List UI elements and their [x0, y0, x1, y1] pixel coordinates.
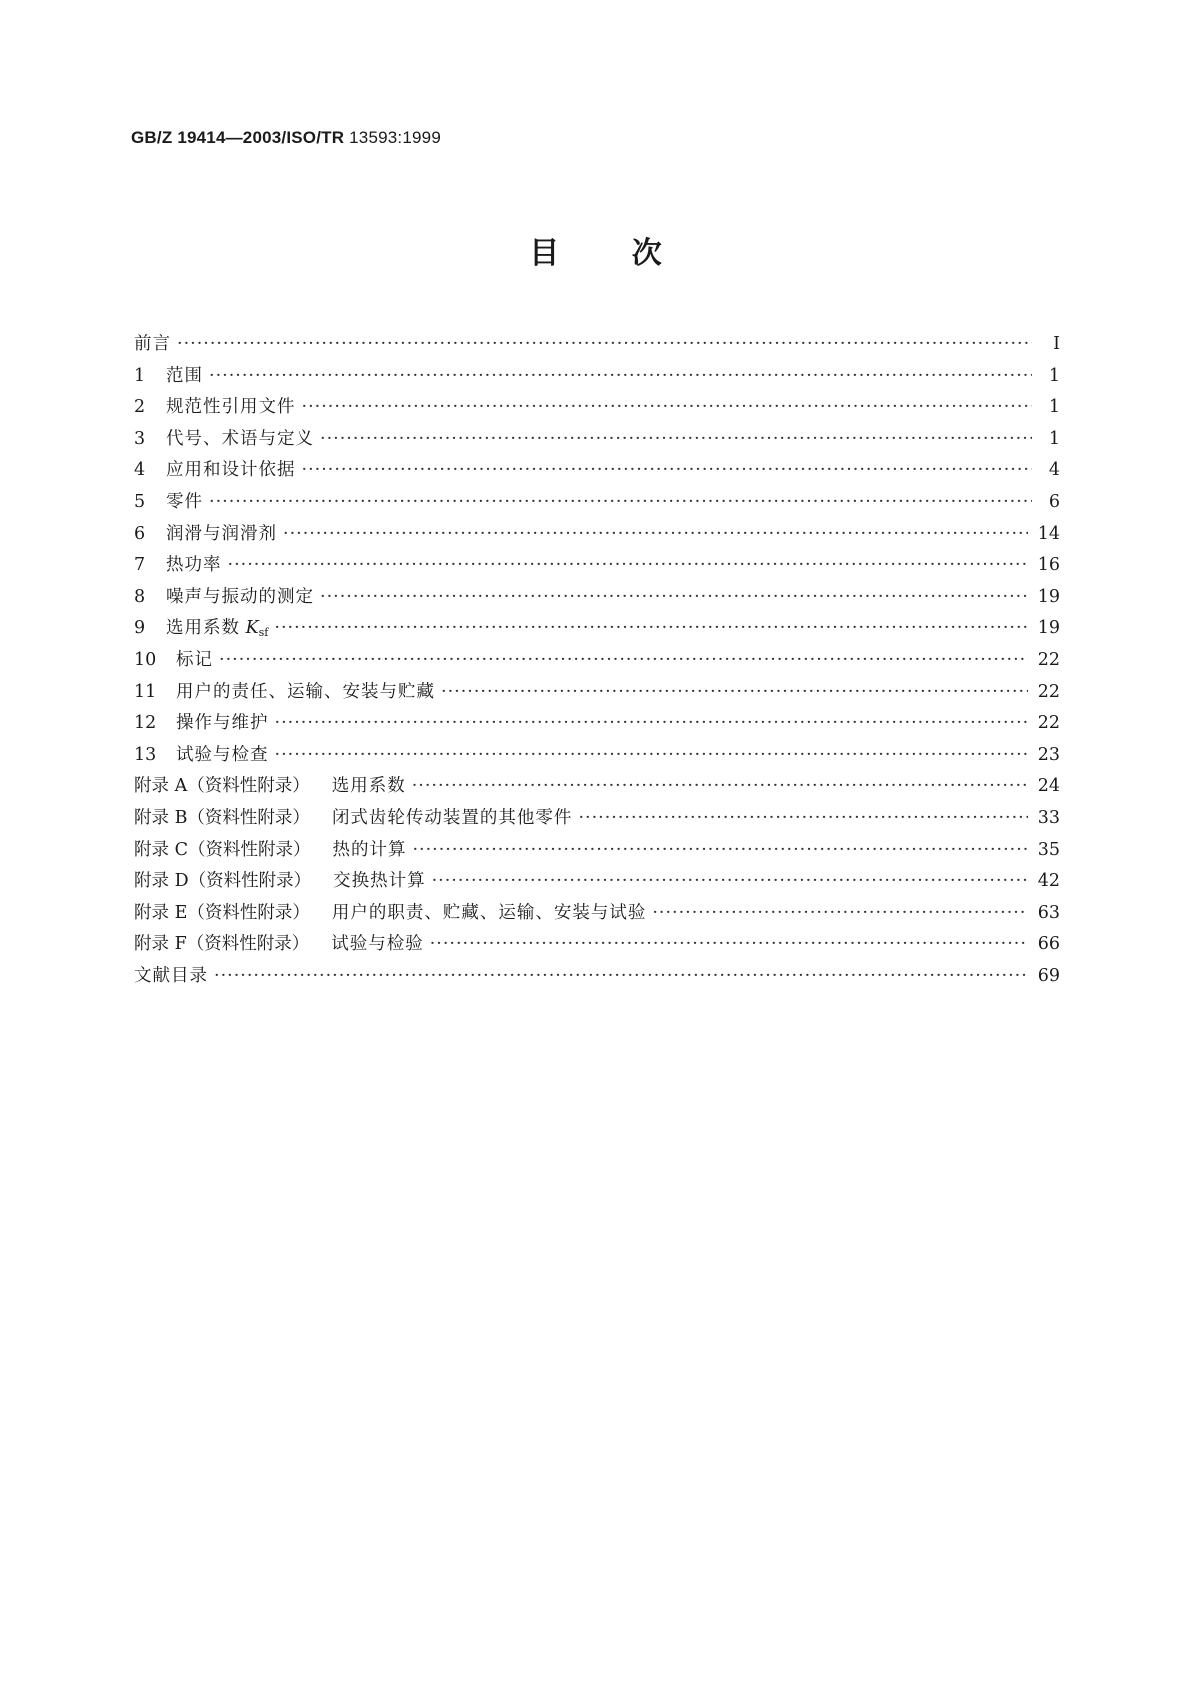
- toc-label: 交换热计算: [333, 871, 426, 892]
- toc-entry-2[interactable]: [134, 393, 1060, 425]
- toc-number: 13: [134, 744, 157, 765]
- toc-number: 12: [134, 713, 157, 734]
- toc-entry-foreword[interactable]: [134, 330, 1060, 362]
- toc-entry-1[interactable]: [134, 362, 1060, 394]
- toc-page-number: 35: [1037, 839, 1060, 860]
- toc-number: 3: [134, 428, 146, 449]
- toc-label: 噪声与振动的测定: [166, 586, 314, 607]
- toc-page-number: 4: [1048, 460, 1060, 481]
- toc-entry-annex-b[interactable]: [134, 804, 1060, 836]
- document-code: [131, 128, 441, 148]
- toc-page-number: 63: [1037, 902, 1060, 923]
- toc-dot-leader: [430, 934, 1028, 954]
- toc-label: 应用和设计依据: [166, 460, 296, 481]
- toc-page-number: 42: [1037, 871, 1060, 892]
- toc-label: 零件: [166, 491, 203, 512]
- toc-page-number: 1: [1048, 428, 1060, 449]
- toc-dot-leader: [275, 713, 1028, 733]
- toc-label: 润滑与润滑剂: [166, 523, 277, 544]
- toc-annex-prefix: 附录 B（资料性附录）: [134, 807, 310, 828]
- toc-number: 8: [134, 586, 146, 607]
- document-code-part1: GB/Z 19414—2003/ISO/TR: [131, 128, 345, 147]
- toc-number: 5: [134, 491, 146, 512]
- toc-dot-leader: [302, 397, 1033, 417]
- toc-label: 热的计算: [332, 839, 407, 860]
- toc-entry-annex-d[interactable]: [134, 867, 1060, 899]
- toc-page-number: 1: [1048, 365, 1060, 386]
- toc-label: 前言: [134, 334, 171, 354]
- toc-dot-leader: [275, 745, 1028, 765]
- toc-entry-bibliography[interactable]: [134, 962, 1060, 994]
- toc-annex-prefix: 附录 C（资料性附录）: [134, 839, 311, 860]
- toc-dot-leader: [209, 366, 1032, 386]
- toc-number: 6: [134, 523, 146, 544]
- toc-dot-leader: [219, 650, 1028, 670]
- toc-page-number: I: [1053, 334, 1060, 354]
- toc-label: 范围: [166, 365, 203, 386]
- toc-page-number: 33: [1037, 807, 1060, 828]
- toc-label: 选用系数: [331, 776, 406, 797]
- toc-annex-prefix: 附录 A（资料性附录）: [134, 776, 310, 797]
- toc-dot-leader: [209, 492, 1032, 512]
- toc-entry-4[interactable]: [134, 456, 1060, 488]
- toc-page-number: 16: [1037, 555, 1060, 576]
- toc-label: 文献目录: [134, 965, 208, 986]
- toc-annex-prefix: 附录 F（资料性附录）: [134, 934, 310, 955]
- toc-label: 试验与检查: [176, 744, 269, 765]
- toc-dot-leader: [274, 618, 1027, 638]
- toc-symbol-sub: sf: [258, 626, 269, 640]
- toc-dot-leader: [412, 840, 1027, 860]
- toc-number: 10: [134, 649, 157, 670]
- toc-number: 9: [134, 618, 146, 639]
- toc-number: 7: [134, 555, 146, 576]
- toc-dot-leader: [432, 871, 1028, 891]
- toc-entry-3[interactable]: [134, 425, 1060, 457]
- toc-dot-leader: [177, 334, 1032, 354]
- toc-page-number: 14: [1037, 523, 1060, 544]
- toc-dot-leader: [412, 776, 1028, 796]
- toc-annex-prefix: 附录 E（资料性附录）: [134, 902, 310, 923]
- toc-symbol: [240, 618, 268, 639]
- toc-entry-8[interactable]: [134, 583, 1060, 615]
- toc-label: 用户的职责、贮藏、运输、安装与试验: [331, 902, 647, 923]
- toc-dot-leader: [652, 903, 1027, 923]
- toc-label: 热功率: [166, 555, 222, 576]
- toc-label: 操作与维护: [176, 713, 269, 734]
- toc-page-number: 69: [1037, 965, 1060, 986]
- toc-entry-12[interactable]: [134, 709, 1060, 741]
- toc-label: 试验与检验: [331, 934, 424, 955]
- toc-entry-annex-e[interactable]: [134, 899, 1060, 931]
- toc-entry-11[interactable]: [134, 678, 1060, 710]
- toc-number: 4: [134, 460, 146, 481]
- toc-entry-10[interactable]: [134, 646, 1060, 678]
- toc-symbol-var: K: [245, 618, 259, 639]
- toc-page-number: 23: [1037, 744, 1060, 765]
- toc-dot-leader: [578, 808, 1027, 828]
- toc-page-number: 19: [1037, 618, 1060, 639]
- toc-page-number: 19: [1037, 586, 1060, 607]
- toc-page-number: 22: [1037, 681, 1060, 702]
- toc-label: 用户的责任、运输、安装与贮藏: [176, 681, 435, 702]
- toc-dot-leader: [320, 587, 1028, 607]
- toc-page-number: 1: [1048, 397, 1060, 418]
- toc-page-number: 22: [1037, 649, 1060, 670]
- toc-entry-13[interactable]: [134, 741, 1060, 773]
- page-title: 目 次: [529, 236, 662, 271]
- toc-entry-annex-c[interactable]: [134, 836, 1060, 868]
- toc-label: 选用系数: [166, 618, 240, 639]
- table-of-contents: [134, 330, 1060, 993]
- toc-entry-9[interactable]: [134, 614, 1060, 646]
- toc-label: 标记: [176, 649, 213, 670]
- document-code-part2: 13593:1999: [349, 128, 441, 147]
- toc-number: 1: [134, 365, 146, 386]
- toc-number: 2: [134, 397, 146, 418]
- toc-dot-leader: [302, 460, 1033, 480]
- toc-dot-leader: [320, 429, 1032, 449]
- toc-dot-leader: [228, 555, 1028, 575]
- toc-entry-6[interactable]: [134, 520, 1060, 552]
- toc-dot-leader: [283, 524, 1028, 544]
- toc-entry-annex-f[interactable]: [134, 930, 1060, 962]
- toc-dot-leader: [441, 682, 1028, 702]
- toc-page-number: 24: [1037, 776, 1060, 797]
- toc-entry-5[interactable]: [134, 488, 1060, 520]
- toc-label: 闭式齿轮传动装置的其他零件: [331, 807, 573, 828]
- toc-label: 规范性引用文件: [166, 397, 296, 418]
- toc-entry-annex-a[interactable]: [134, 772, 1060, 804]
- toc-label: 代号、术语与定义: [166, 428, 314, 449]
- toc-number: 11: [134, 681, 157, 702]
- toc-page-number: 6: [1048, 491, 1060, 512]
- toc-dot-leader: [214, 966, 1028, 986]
- toc-page-number: 66: [1037, 934, 1060, 955]
- toc-annex-prefix: 附录 D（资料性附录）: [134, 871, 312, 892]
- toc-entry-7[interactable]: [134, 551, 1060, 583]
- toc-page-number: 22: [1037, 713, 1060, 734]
